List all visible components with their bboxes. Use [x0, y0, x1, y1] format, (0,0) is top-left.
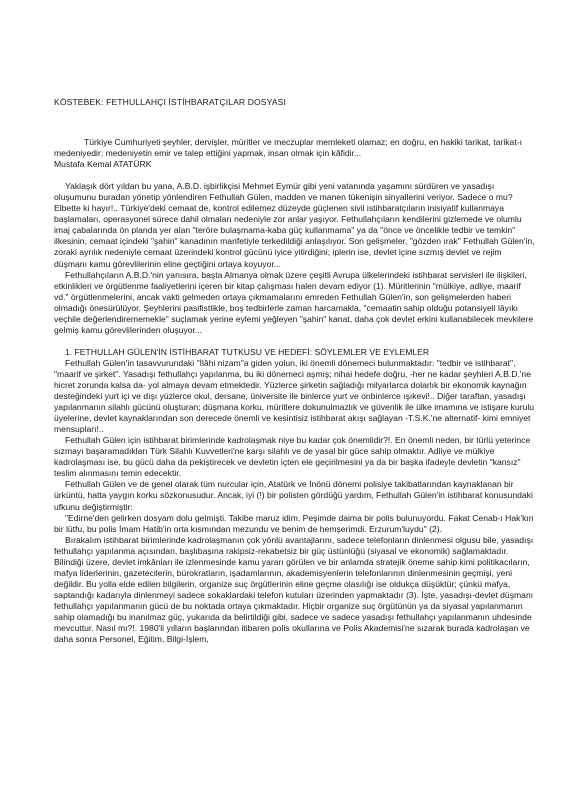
epigraph-author: Mustafa Kemal ATATÜRK — [54, 159, 152, 170]
intro-paragraph-1: Yaklaşık dört yıldan bu yana, A.B.D. işbirlikçisi Mehmet Eymür gibi yeni vatanında yaşamını sürdüren ve yasadışı oluşumunu buradan yönetip yönlendiren Fethullah Gülen, madden ve manen tükenişin sinyallerini veriyor. Sadece o mu? Elbette ki hayır!.. Türkiye'deki cemaat de, kontrol edilemez düzeyde güçlenen sivil istihbaratçıların inisiyatif kullanmaya başlamaları, operasyonel sürece dahil olmaları nedeniyle zor anlar yaşıyor. Fethullahçıların kendilerini gizlemede ve olumlu imaj çabalarında ön planda yer alan "teröre bulaşmama-kaba güç kullanmama" ya da "önce ve öncelikle tedbir ve temkin" ilkesinin, cemaat içindeki "şahin" kanadının marifetiyle terkedildiği anlaşılıyor. Son gelişmeler, "gözden ırak" Fethullah Gülen'in, zoraki ayrılık nedeniyle cemaat üzerindeki kontrol gücünü iyice yitirdiğini; iplerin ise, devlet içine sızmış devlet ve rejim düşmanı kamu görevlilerinin eline geçtiğini ortaya koyuyor... — [54, 181, 535, 269]
intro-paragraph-2: Fethullahçıların A.B.D.'nin yanısıra, başta Almanya olmak üzere çeşitli Avrupa ülkelerindeki istihbarat servisleri ile ilişkileri, etkinlikleri ve örgütlenme faaliyetlerini içeren bir kitap çalışması halen devam ediyor (1). Müritlerinin "mülkiye, adliye, maarif vd." örgütlenmelerini, ancak vakti gelmeden ortaya çıkmamalarını emreden Fethullah Gülen'in, son gelişmelerden haberi olmadığı önesürülüyor. Şeyhlerini pasifistlikle, boş tedbirlerle zaman harcamakla, "cemaatin sahip olduğu potansiyeli lâyıkı veçhile değerlendirememekle" suçlamak yerine eylemi yeğleyen "şahin" kanat, daha çok devlet erkini kullanabilecek mevkilere gelmiş kamu görevlilerinden oluşuyor... — [54, 269, 534, 335]
section-paragraph-2: Fethullah Gülen için istihbarat birimlerinde kadrolaşmak niye bu kadar çok önemlidir?!. En önemli neden, bir türlü yeterince sızmayı başaramadıkları Türk Silahlı Kuvvetleri'ne karşı silahlı ve de yasal bir güce sahip olmaktır. Adliye ve mülkiye kadrolaşması ise, bu gücü daha da pekiştirecek ve devletin içten ele geçirilmesini ya da bir başka ifadeyle devletin "kansız" teslim alınmasını temin edecektir. — [54, 435, 531, 479]
document-title: KÖSTEBEK: FETHULLAHÇI İSTİHBARATÇILAR DOSYASI — [54, 97, 286, 107]
epigraph — [54, 137, 536, 170]
closing-paragraph: Bırakalım istihbarat birimlerinde kadrolaşmanın çok yönlü avantajlarını, sadece telefonların dinlenmesi olgusu bile, yasadışı fethullahçı yapılanma açısından, başlıbaşına rakipsiz-rekabetsiz bir güç üstünlüğü (siyasal ve ekonomik) sağlamaktadır. Bilindiği üzere, devlet imkânları ile izlenmesinde kamu yararı görülen ve bir anlamda stratejik öneme sahip kimi politikacıların, mafya liderlerinin, gazetecilerin, bürokratların, işadamlarının, akademisyenlerin telefonlarının dinlenmesinin geçmişi, yeni değildir. Bu yolla elde edilen bilgilerin, organize suç örgütlerinin eline geçme olasılığı ise oldukça düşüktür; çünkü mafya, saptandığı kadarıyla dinlenmeyi sadece sokaklardaki telefon kutuları üzerinden yapmaktadır (3). İşte, yasadışı-devlet düşmanı fethullahçı yapılanmanın gücü de bu noktada ortaya çıkmaktadır. Hiçbir organize suç örgütünün ya da siyasal yapılanmanın sahip olamadığı bu inanılmaz güç, yukarıda da belirtildiği gibi, sadece ve sadece yasadışı fethullahçı yapılanmanın uhdesinde mevcuttur. Nasıl mı?!. 1980'li yılların başlarından itibaren polis okullarına ve Polis Akademisi'ne sızarak burada kadrolaşan ve daha sonra Personel, Eğitim, Bilgi-İşlem, — [54, 534, 534, 645]
epigraph-text: Türkiye Cumhuriyeti şeyhler, dervişler, müritler ve meczuplar memleketi olamaz; en doğru, en hakiki tarikat, tarikat-ı medeniyedir; medeniyetin emir ve talep ettiğini yapmak, insan olmak için kâfidir... — [54, 137, 522, 159]
section-paragraph-3: Fethullah Gülen ve de genel olarak tüm nurcular için, Atatürk ve İnönü dönemi polisiye takibatlarından kaynaklanan bir ürküntü, hatta yaygın korku sözkonusudur. Ancak, iyi (!) bir polisten gördüğü yardım, Fethullah Gülen'in istihbarat konusundaki ufkunu değiştirmiştir: — [54, 479, 533, 512]
section-paragraph-1: Fethullah Gülen'in tasavvurundaki "İlâhi nizam"a giden yolun, iki önemli dönemeci bulunmaktadır: "tedbir ve istihbarat", "maarif ve şirket". Yasadışı fethullahçı yapılanma, bu iki dönemeci aşmış; nihai hedefe doğru, -her ne kadar şeyhleri A.B.D.'ne hicret zorunda kalsa da- yol almaya devam etmektedir. Yüzlerce şirketin sağladığı milyarlarca dolarlık bir ekonomik kaynağın desteğindeki yurt içi ve dışı yüzlerce okul, dersane, üniversite ile binlerce yurt ve onbinlerce ışıkevi!.. Diğer taraftan, yasadışı yapılanmanın silahlı gücünü oluşturan; düşmana korku, müritlere dokunulmazlık ve güvenlik ile ülke imamına ve istişare kurulu üyelerine, devlet kaynaklarından son derecede önemli ve kesintisiz istihbarat akışı sağlayan -T.S.K.'ne alternatif- kimi emniyet mensupları!.. — [54, 357, 535, 435]
quote-paragraph: "Edirne'den gelirken dosyam dolu gelmişti. Takibe maruz idim. Peşimde daima bir polis bulunuyordu. Fakat Cenab-ı Hak'kın bir lütfu, bu polis İmam Hatib'in orta kısmından mezundu ve benim de hemşerimdi. Erzurum'luydu" (2). — [54, 512, 534, 534]
section-heading: 1. FETHULLAH GÜLEN'İN İSTİHBARAT TUTKUSU VE HEDEFİ: SÖYLEMLER VE EYLEMLER — [65, 346, 430, 357]
